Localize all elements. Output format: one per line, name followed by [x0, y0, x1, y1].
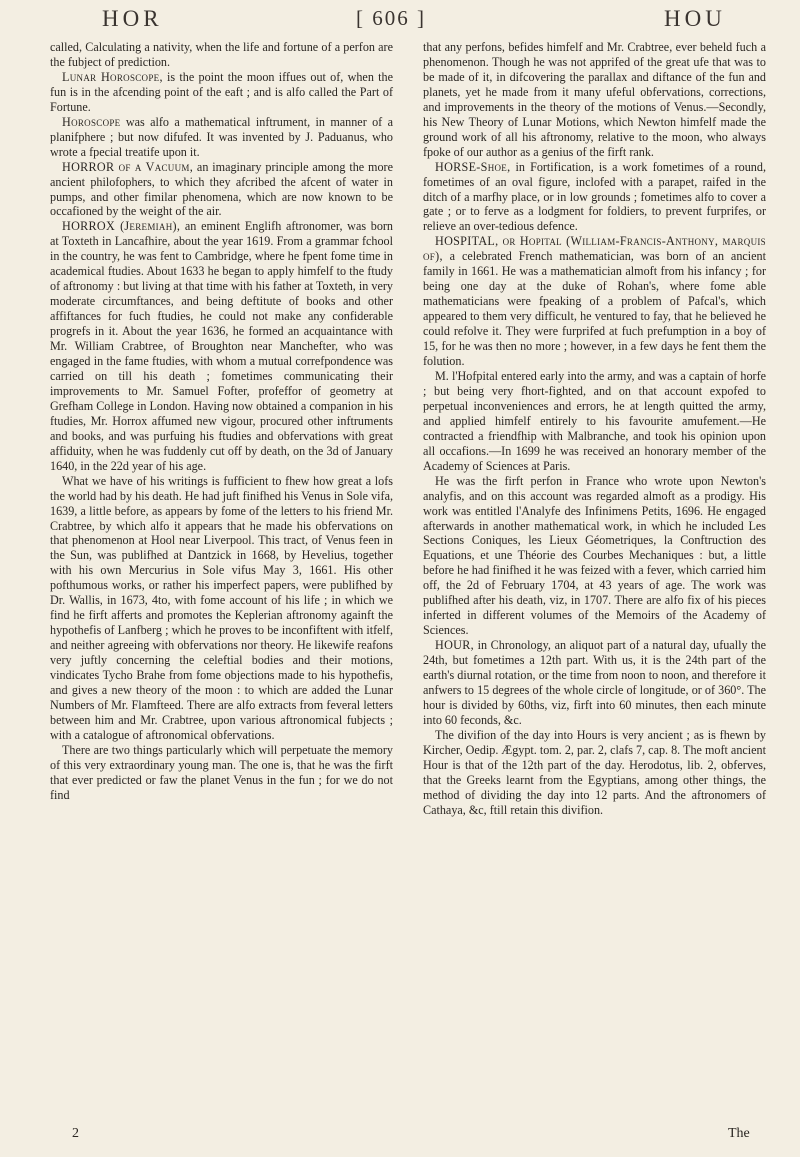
paragraph — [423, 234, 766, 369]
entry-text: that any perfons, befides himfelf and Mr. Crabtree, ever beheld fuch a phenomenon. Though he was not apprifed of the great ufe that was to be made of it, in difcovering the parallax and diftance of the fun and planets, yet he made from it many ufeful obfervations, corrections, and improvements in the theory of the motions of Venus.—Secondly, his New Theory of Lunar Motions, which Newton himfelf made the ground work of all his aftronomy, relative to the moon, who always fpoke of our author as a genius of the firft rank. — [423, 40, 766, 159]
paragraph — [423, 474, 766, 638]
entry-headword: HOUR, — [435, 638, 474, 653]
entry-headword: Lunar Horoscope, — [62, 69, 163, 84]
running-header — [50, 6, 766, 40]
header-right: HOU — [664, 6, 726, 31]
entry-headword: HORSE-Shoe, — [435, 159, 511, 174]
paragraph — [50, 70, 393, 115]
entry-text: is the point the moon iffues out of, when the fun is in the afcending point of the eaft ; and is alfo called the Part of Fortune. — [50, 69, 393, 114]
text-columns — [50, 40, 766, 818]
entry-headword: HOSPITAL, or Hopital (William-Francis-Anthony, marquis of), — [423, 234, 766, 264]
entry-text: in Fortification, is a work fometimes of a round, fometimes of an oval figure, inclofed with a parapet, raifed in the ditch of a marfhy place, or in low grounds ; fometimes alfo to cover a gate ; or to ferve as a lodgment for foldiers, to prevent furprifes, or relieve an over-tedious defence. — [423, 159, 766, 234]
paragraph — [50, 160, 393, 220]
entry-text: He was the firft perfon in France who wrote upon Newton's analyfis, and on this account was regarded almoft as a prodigy. His work was entitled l'Analyfe des Infinimens Petits, 1696. He engaged afterwards in another mathematical work, in which he included Les Sections Coniques, les Lieux Géometriques, la Conftruction des Equations, et une Théorie des Courbes Mechaniques : but, a little before he had finifhed it he was feized with a fever, which carried him off, the 2d of February 1704, at 43 years of age. The work was publifhed after his death, viz, in 1707. There are alfo fix of his pieces inferted in different volumes of the Memoirs of the Academy of Sciences. — [423, 473, 766, 638]
paragraph — [423, 728, 766, 818]
entry-text: an imaginary principle among the more ancient philofophers, to which they afcribed the afcent of water in pumps, and other fimilar phenomena, which are now known to be occafioned by the weight of the air. — [50, 159, 393, 219]
entry-text: What we have of his writings is fufficient to fhew how great a lofs the world had by his death. He had juft finifhed his Venus in Sole vifa, 1639, a little before, as appears by fome of the letters to his friend Mr. Crabtree, by which alfo it appears that he made his obfervations on that phenomenon at Hool near Liverpool. This tract, of Venus feen in the Sun, was publifhed at Dantzick in 1668, by Hevelius, together with his own Mercurius in Sole vifus May 3, 1661. His other pofthumous works, or rather his imperfect papers, were publifhed by Dr. Wallis, in 1673, 4to, with fome account of his life ; in which we find he firft afferts and promotes the Keplerian aftronomy againft the hypothefis of Lanfberg ; which he proves to be inconfiftent with itfelf, and neither agreeing with obfervations nor theory. He likewife reafons very juftly concerning the celeftial bodies and their motions, vindicates Tycho Brahe from fome objections made to his hypothefis, and gives a new theory of the moon : to which are added the Lunar Numbers of Mr. Flamfteed. There are alfo extracts from feveral letters between him and Mr. Crabtree, upon various aftronomical fubjects ; with a catalogue of aftronomical obfervations. — [50, 473, 393, 742]
page-footer — [0, 1126, 800, 1150]
left-column — [50, 40, 393, 818]
entry-text: an eminent Englifh aftronomer, was born at Toxteth in Lancafhire, about the year 1619. From a grammar fchool in the country, he was fent to Cambridge, where he fpent fome time in academical ftudies. About 1633 he began to apply himfelf to the ftudy of aftronomy : but living at that time with his father at Toxteth, in very moderate circumftances, and being deftitute of books and other affiftances for fuch ftudies, he could not make any confiderable progrefs in it. About the year 1636, he formed an acquaintance with Mr. William Crabtree, of Broughton near Manchefter, who was engaged in the fame ftudies, with whom a mutual correfpondence was carried on till his death ; fometimes communicating their improvements to Mr. Samuel Fofter, profeffor of geometry at Grefham College in London. Having now obtained a companion in his ftudies, Mr. Horrox affumed new vigour, procured other inftruments and books, and was purfuing his ftudies and obfervations with great affiduity, when he was fuddenly cut off by death, on the 3d of January 1640, in the 22d year of his age. — [50, 219, 394, 473]
paragraph — [50, 743, 393, 803]
header-left: HOR — [102, 6, 163, 31]
entry-headword: HORROR of a Vacuum, — [62, 159, 194, 174]
paragraph — [423, 40, 766, 160]
entry-text: The divifion of the day into Hours is very ancient ; as is fhewn by Kircher, Oedip. Ægypt. tom. 2, par. 2, clafs 7, cap. 8. The moft ancient Hour is that of the 12th part of the day. Herodotus, lib. 2, obferves, that the Greeks learnt from the Egyptians, among other things, the method of dividing the day into 12 parts. And the aftronomers of Cathaya, &c, ftill retain this divifion. — [423, 727, 766, 817]
catchword: The — [728, 1126, 750, 1141]
paragraph — [50, 474, 393, 743]
paragraph — [50, 115, 393, 160]
entry-text: called, Calculating a nativity, when the life and fortune of a perfon are the fubject of prediction. — [50, 40, 393, 69]
entry-text: a celebrated French mathematician, was born of an ancient family in 1661. He was a mathematician almoft from his infancy ; for being one day at the duke of Rohan's, where fome able mathematicians were fpeaking of a problem of Pafcal's, which appeared to them very difficult, he ventured to fay, that he believed he could refolve it. They were furprifed at fuch prefumption in a boy of 15, for he was then no more ; however, in a few days he fent them the folution. — [423, 249, 766, 369]
entry-text: was alfo a mathematical inftrument, in manner of a planifphere ; but now difufed. It was invented by J. Paduanus, who wrote a fpecial treatife upon it. — [50, 114, 393, 159]
entry-headword: HORROX (Jeremiah), — [62, 219, 181, 234]
entry-text: M. l'Hofpital entered early into the army, and was a captain of horfe ; but being very fhort-fighted, and on that account expofed to perpetual inconveniences and errors, he at length quitted the army, and applied himfelf entirely to his favourite amufement.—He contracted a friendfhip with Malbranche, and took his opinion upon all occafions.—In 1699 he was received an honorary member of the Academy of Sciences at Paris. — [423, 368, 766, 473]
right-column — [423, 40, 766, 818]
paragraph — [423, 638, 766, 728]
signature-mark: 2 — [72, 1126, 79, 1141]
page-number: [ 606 ] — [356, 6, 426, 30]
paragraph — [50, 219, 393, 473]
entry-text: There are two things particularly which will perpetuate the memory of this very extraordinary young man. The one is, that he was the firft that ever predicted or faw the planet Venus in the fun ; for we do not find — [50, 742, 393, 802]
paragraph — [423, 160, 766, 235]
entry-text: in Chronology, an aliquot part of a natural day, ufually the 24th, but fometimes a 12th part. With us, it is the 24th part of the earth's diurnal rotation, or the time from noon to noon, and therefore it anfwers to 15 degrees of the whole circle of longitude, or of 360°. The hour is divided by 60ths, viz, firft into 60 minutes, then each minute into 60 feconds, &c. — [423, 638, 766, 727]
paragraph — [423, 369, 766, 474]
entry-headword: Horoscope — [62, 114, 121, 129]
paragraph — [50, 40, 393, 70]
